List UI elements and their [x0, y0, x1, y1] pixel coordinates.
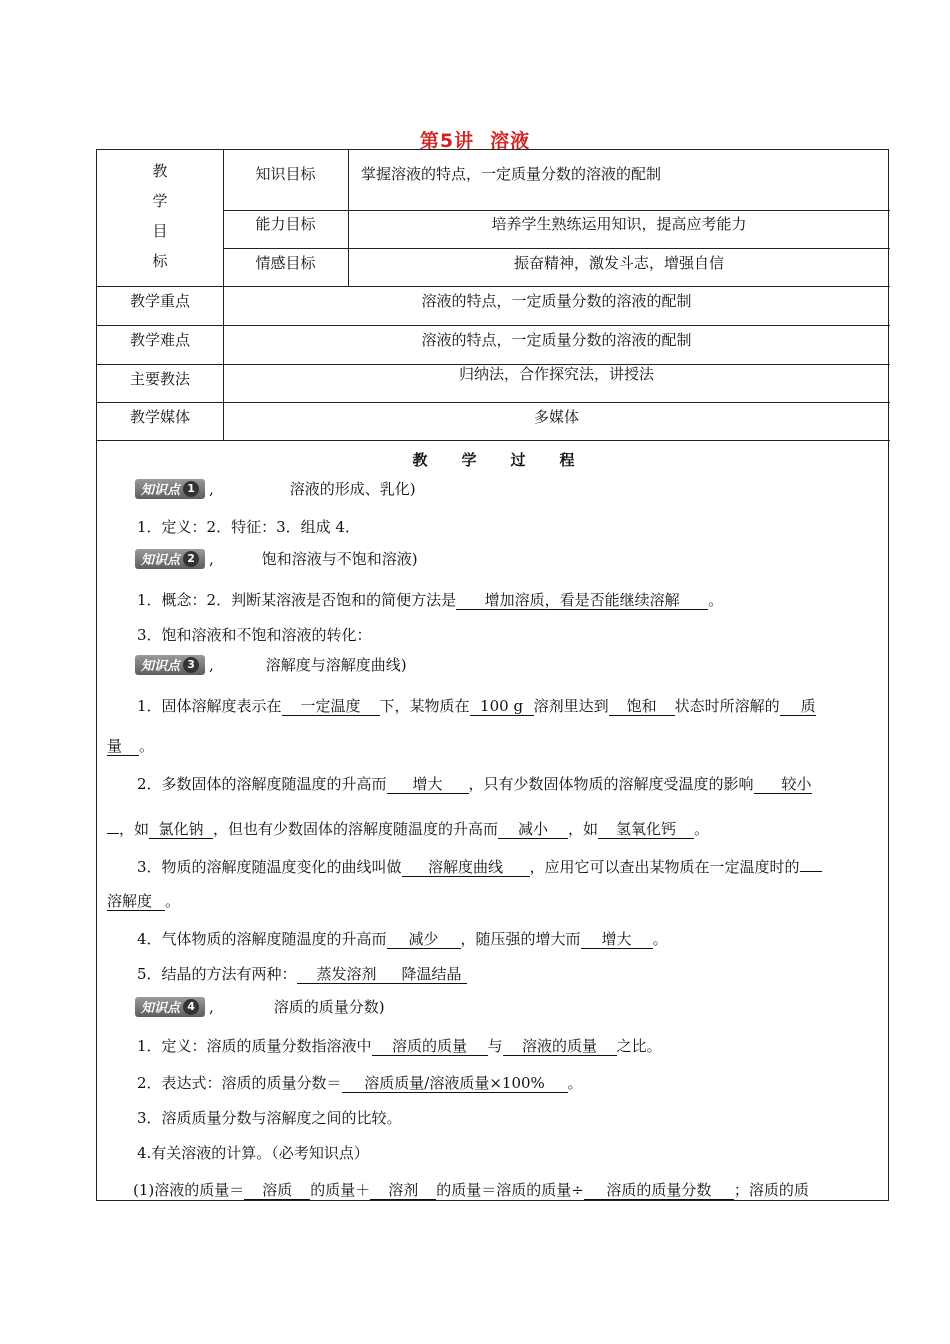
- divider: [97, 286, 890, 287]
- divider: [223, 248, 890, 249]
- row-label-difficulty: 教学难点: [129, 331, 190, 349]
- goal-label-ability: 能力目标: [255, 215, 316, 233]
- knowledge-point-2: 知识点 2 , 饱和溶液与不饱和溶液): [135, 548, 418, 569]
- knowledge-point-title: 溶质的质量分数): [273, 998, 385, 1016]
- knowledge-point-badge: 知识点 3: [135, 655, 205, 675]
- goal-text-emotion: 振奋精神，激发斗志，增强自信: [513, 254, 724, 272]
- row-label-key-point: 教学重点: [129, 292, 190, 310]
- knowledge-point-1: 知识点 1 , 溶液的形成、乳化): [135, 478, 416, 499]
- text-line: 3．饱和溶液和不饱和溶液的转化：: [137, 626, 372, 644]
- knowledge-point-badge: 知识点 1: [135, 479, 205, 499]
- goal-text-knowledge: 掌握溶液的特点，一定质量分数的溶液的配制: [361, 165, 662, 183]
- row-text-method: 归纳法，合作探究法，讲授法: [458, 365, 654, 383]
- text-line: (1)溶液的质量＝ 溶质 的质量＋ 溶剂 的质量＝溶质的质量÷ 溶质的质量分数 ；溶质的质: [133, 1181, 809, 1199]
- divider: [97, 325, 890, 326]
- knowledge-point-3: 知识点 3 , 溶解度与溶解度曲线): [135, 654, 407, 675]
- lecture-topic: 溶液: [490, 130, 531, 152]
- text-line: 3．物质的溶解度随温度变化的曲线叫做 溶解度曲线 ，应用它可以查出某物质在一定温度时的: [137, 852, 878, 877]
- knowledge-point-badge: 知识点 4: [135, 997, 205, 1017]
- goal-text-ability: 培养学生熟练运用知识，提高应考能力: [491, 215, 747, 233]
- divider: [97, 402, 890, 403]
- row-text-key-point: 溶液的特点，一定质量分数的溶液的配制: [421, 292, 692, 310]
- row-label-media: 教学媒体: [129, 408, 190, 426]
- text-line: 5．结晶的方法有两种： 蒸发溶剂 降温结晶: [137, 964, 878, 984]
- goal-label-emotion: 情感目标: [255, 254, 316, 272]
- row-text-media: 多媒体: [533, 408, 579, 426]
- knowledge-point-badge: 知识点 2: [135, 549, 205, 569]
- text-line: 1．定义：溶质的质量分数指溶液中 溶质的质量 与 溶液的质量 之比。: [137, 1037, 662, 1055]
- knowledge-point-title: 溶解度与溶解度曲线): [265, 656, 407, 674]
- text-line: 2．多数固体的溶解度随温度的升高而 增大 ，只有少数固体物质的溶解度受温度的影响 较小: [137, 775, 812, 793]
- row-label-method: 主要教法: [129, 370, 190, 388]
- text-line: 量 。: [107, 737, 155, 755]
- text-line: 1．概念：2．判断某溶液是否饱和的简便方法是 增加溶质，看是否能继续溶解 。: [137, 591, 724, 609]
- text-line: 3．溶质质量分数与溶解度之间的比较。: [137, 1109, 402, 1127]
- divider: [223, 210, 890, 211]
- text-line: 1．固体溶解度表示在 一定温度 下，某物质在 100 g 溶剂里达到 饱和 状态时所溶解的 质: [137, 697, 816, 715]
- divider: [97, 440, 890, 441]
- text-line: 4.有关溶液的计算。（必考知识点）: [137, 1144, 369, 1162]
- process-heading: 教学过程: [412, 451, 609, 469]
- lesson-plan-table: [96, 149, 889, 1201]
- goal-label: 教 学 目 标: [152, 162, 168, 270]
- text-line: 溶解度 。: [107, 892, 181, 910]
- knowledge-point-title: 饱和溶液与不饱和溶液): [261, 550, 418, 568]
- row-text-difficulty: 溶液的特点，一定质量分数的溶液的配制: [421, 331, 692, 349]
- text-line: ，如 氯化钠 ，但也有少数固体的溶解度随温度的升高而 减小 ，如 氢氧化钙 。: [107, 814, 878, 839]
- knowledge-point-title: 溶液的形成、乳化): [289, 480, 416, 498]
- text-line: 4．气体物质的溶解度随温度的升高而 减少 ，随压强的增大而 增大 。: [137, 930, 668, 948]
- text-line: 1．定义：2．特征：3．组成 4．: [137, 518, 360, 536]
- knowledge-point-4: 知识点 4 , 溶质的质量分数): [135, 996, 385, 1017]
- goal-label-knowledge: 知识目标: [255, 165, 316, 183]
- text-line: 2．表达式：溶质的质量分数＝ 溶质质量/溶液质量×100% 。: [137, 1074, 583, 1092]
- lecture-number: 第5讲: [419, 130, 475, 152]
